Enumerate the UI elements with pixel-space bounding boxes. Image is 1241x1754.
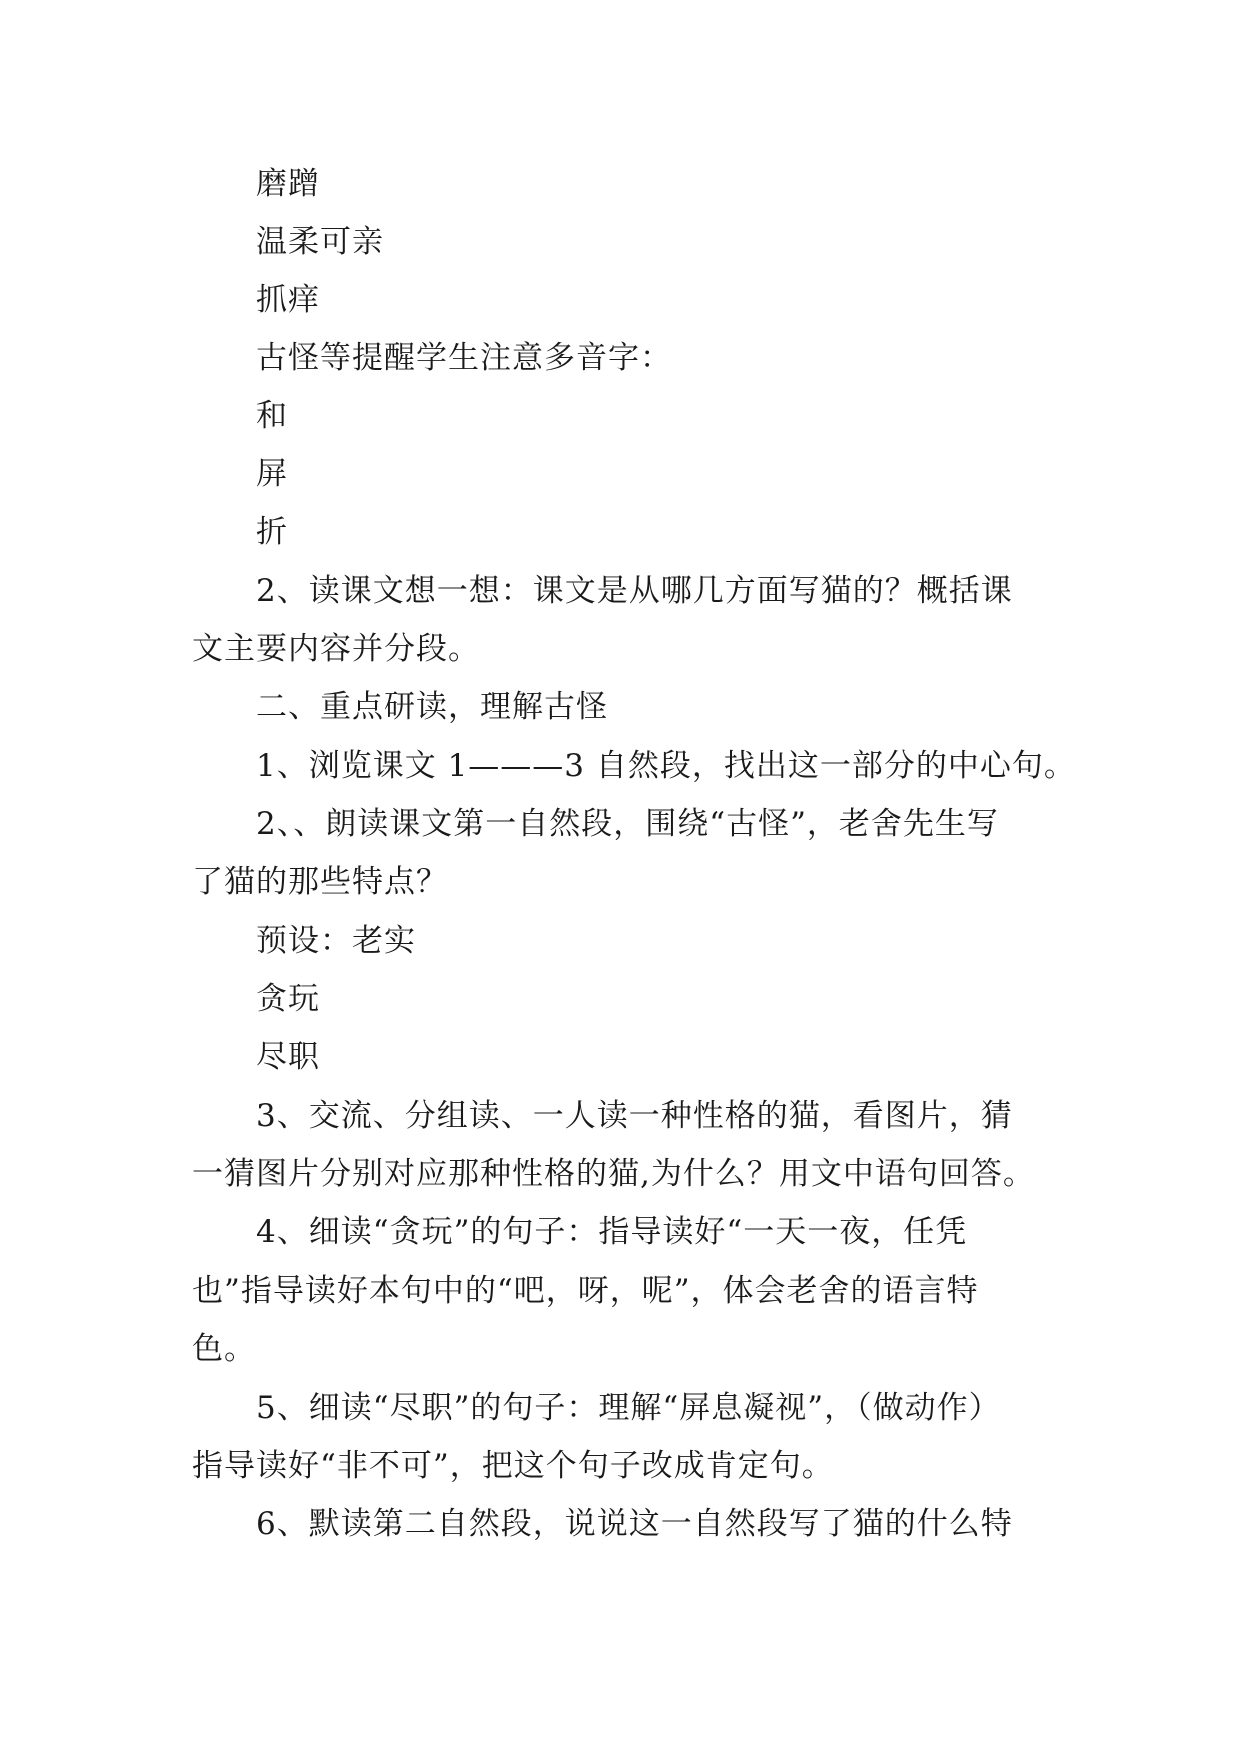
paragraph-line: 色。 (192, 1331, 256, 1367)
vocab-line-3: 抓痒 (256, 282, 320, 318)
paragraph-line: 文主要内容并分段。 (192, 631, 480, 667)
polyphone-2: 屏 (256, 456, 288, 492)
polyphone-3: 折 (256, 514, 288, 550)
paragraph-line: 5、细读“尽职”的句子：理解“屏息凝视”，（做动作） (256, 1390, 1001, 1426)
paragraph-line: 3、交流、分组读、一人读一种性格的猫，看图片，猜 (256, 1098, 1013, 1134)
paragraph-line: 指导读好“非不可”，把这个句子改成肯定句。 (192, 1448, 834, 1484)
paragraph-line: 2、、朗读课文第一自然段，围绕“古怪”，老舍先生写 (256, 806, 999, 842)
paragraph-line: 了猫的那些特点？ (192, 864, 448, 900)
paragraph-line: 6、默读第二自然段，说说这一自然段写了猫的什么特 (256, 1506, 1013, 1542)
paragraph-line: 4、细读“贪玩”的句子：指导读好“一天一夜，任凭 (256, 1214, 968, 1250)
paragraph-line: 一猜图片分别对应那种性格的猫,为什么？用文中语句回答。 (192, 1156, 1035, 1192)
section-heading: 二、重点研读，理解古怪 (256, 689, 608, 725)
preset-line: 贪玩 (256, 981, 320, 1017)
preset-line: 尽职 (256, 1039, 320, 1075)
polyphone-intro: 古怪等提醒学生注意多音字： (256, 340, 672, 376)
paragraph-line: 1、浏览课文 1———3 自然段，找出这一部分的中心句。 (256, 748, 1076, 784)
preset-line: 预设：老实 (256, 923, 416, 959)
vocab-line-2: 温柔可亲 (256, 224, 384, 260)
paragraph-line: 也”指导读好本句中的“吧，呀，呢”，体会老舍的语言特 (192, 1273, 979, 1309)
vocab-line-1: 磨蹭 (256, 166, 320, 202)
paragraph-line: 2、读课文想一想：课文是从哪几方面写猫的？概括课 (256, 573, 1013, 609)
polyphone-1: 和 (256, 398, 288, 434)
